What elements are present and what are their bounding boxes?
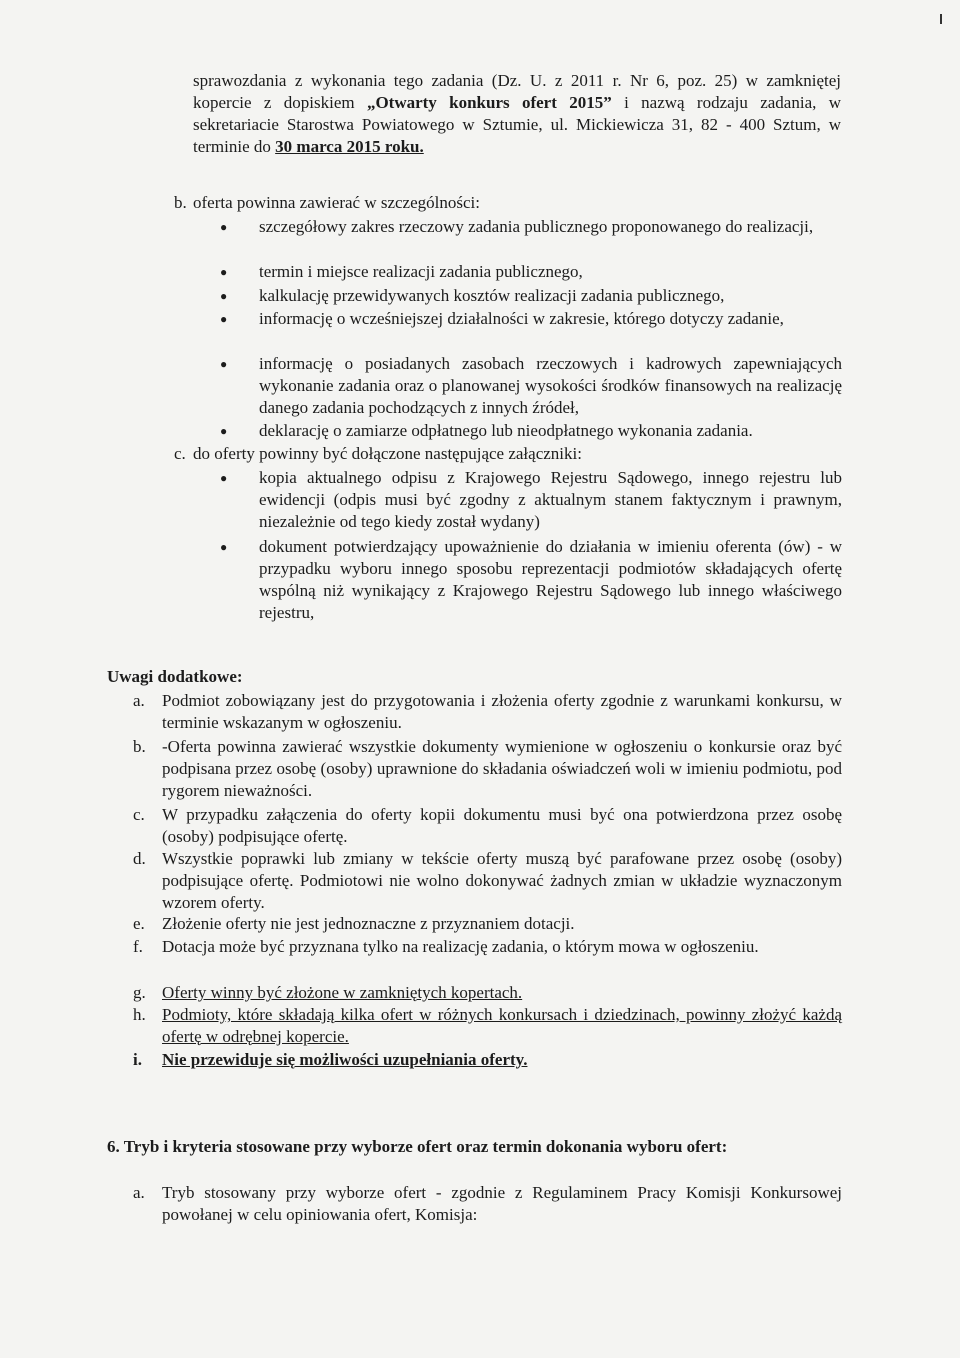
item-text: Nie przewiduje się możliwości uzupełniania oferty.	[162, 1050, 528, 1069]
item-text: -Oferta powinna zawierać wszystkie dokumenty wymienione w ogłoszeniu o konkursie oraz być podpisana przez osobę (osoby) uprawnione do składania oświadczeń woli w imieniu podmiotu, pod rygorem nieważności.	[162, 737, 842, 800]
bullet-icon: ●	[220, 424, 228, 438]
lead-paragraph	[193, 70, 841, 158]
lead-bold-phrase: „Otwarty konkurs ofert 2015”	[366, 93, 612, 112]
item-text: Podmioty, które składają kilka ofert w różnych konkursach i dziedzinach, powinny złożyć każdą ofertę w odrębnej kopercie.	[162, 1005, 842, 1046]
section-b-label: b.	[174, 193, 187, 212]
bullet-icon: ●	[220, 540, 228, 554]
bullet-icon: ●	[220, 289, 228, 303]
item-label: f.	[133, 937, 143, 956]
bullet-text: kalkulację przewidywanych kosztów realizacji zadania publicznego,	[259, 286, 725, 305]
scan-mark	[940, 14, 950, 24]
lead-deadline: 30 marca 2015 roku.	[275, 137, 424, 156]
item-text: W przypadku załączenia do oferty kopii dokumentu musi być ona potwierdzona przez osobę (osoby) podpisujące ofertę.	[162, 805, 842, 846]
section-c-intro	[174, 443, 842, 465]
list-item	[133, 913, 842, 935]
lead-text-1: sprawozdania z wykonania tego zadania (Dz. U. z 2011 r. Nr 6, poz. 25) w zamkniętej kopercie z dopiskiem	[193, 71, 841, 112]
bullet-text: kopia aktualnego odpisu z Krajowego Rejestru Sądowego, innego rejestru lub ewidencji (odpis musi być zgodny z aktualnym stanem faktycznym i prawnym, niezależnie od tego kiedy został wydany)	[259, 468, 842, 531]
list-item	[133, 1182, 842, 1226]
uwagi-heading: Uwagi dodatkowe:	[107, 667, 243, 686]
item-label: d.	[133, 849, 146, 868]
item-text: Oferty winny być złożone w zamkniętych kopertach.	[162, 983, 523, 1002]
item-text: Podmiot zobowiązany jest do przygotowania i złożenia oferty zgodnie z warunkami konkursu, w terminie wskazanym w ogłoszeniu.	[162, 691, 842, 732]
bullet-text: deklarację o zamiarze odpłatnego lub nieodpłatnego wykonania zadania.	[259, 421, 753, 440]
list-item	[133, 982, 842, 1004]
item-label: a.	[133, 691, 145, 710]
bullet-item	[220, 216, 842, 238]
list-item	[133, 804, 842, 848]
item-text: Wszystkie poprawki lub zmiany w tekście oferty muszą być parafowane przez osobę (osoby) podpisujące ofertę. Podmiotowi nie wolno dokonywać żadnych zmian w układzie wyznaczonym wzorem oferty.	[162, 849, 842, 912]
bullet-item	[220, 536, 842, 624]
item-label: a.	[133, 1183, 145, 1202]
section-b-text: oferta powinna zawierać w szczególności:	[193, 193, 480, 212]
section-b-intro	[174, 192, 842, 214]
section-c-text: do oferty powinny być dołączone następujące załączniki:	[193, 444, 582, 463]
list-item	[133, 736, 842, 802]
bullet-text: dokument potwierdzający upoważnienie do działania w imieniu oferenta (ów) - w przypadku wyboru innego sposobu reprezentacji podmiotów składających ofertę wspólną niż wynikający z Krajowego Rejestru Sądowego lub innego właściwego rejestru,	[259, 537, 842, 622]
item-label: g.	[133, 983, 146, 1002]
bullet-item	[220, 420, 842, 442]
list-item	[133, 1049, 842, 1071]
item-label: i.	[133, 1050, 142, 1069]
lead-text-2: i nazwą rodzaju zadania, w sekretariacie Starostwa Powiatowego w Sztumie, ul. Mickiewicza 31, 82 - 400 Sztum, w terminie do	[193, 93, 841, 156]
bullet-text: informację o wcześniejszej działalności w zakresie, którego dotyczy zadanie,	[259, 309, 784, 328]
list-item	[133, 936, 842, 958]
item-text: Złożenie oferty nie jest jednoznaczne z przyznaniem dotacji.	[162, 914, 575, 933]
item-text: Dotacja może być przyznana tylko na realizację zadania, o którym mowa w ogłoszeniu.	[162, 937, 759, 956]
item-label: c.	[133, 805, 145, 824]
section-c-label: c.	[174, 444, 186, 463]
bullet-item	[220, 261, 842, 283]
item-label: b.	[133, 737, 146, 756]
bullet-item	[220, 467, 842, 533]
item-text: Tryb stosowany przy wyborze ofert - zgodnie z Regulaminem Pracy Komisji Konkursowej powołanej w celu opiniowania ofert, Komisja:	[162, 1183, 842, 1224]
bullet-icon: ●	[220, 357, 228, 371]
bullet-icon: ●	[220, 312, 228, 326]
bullet-item	[220, 308, 842, 330]
section-6-heading: 6. Tryb i kryteria stosowane przy wyborze ofert oraz termin dokonania wyboru ofert:	[107, 1137, 728, 1156]
bullet-text: szczegółowy zakres rzeczowy zadania publicznego proponowanego do realizacji,	[259, 217, 814, 236]
bullet-icon: ●	[220, 220, 228, 234]
bullet-text: termin i miejsce realizacji zadania publicznego,	[259, 262, 583, 281]
bullet-item	[220, 353, 842, 419]
bullet-text: informację o posiadanych zasobach rzeczowych i kadrowych zapewniających wykonanie zadania oraz o planowanej wysokości środków finansowych na realizację danego zadania pochodzących z innych źródeł,	[259, 354, 842, 417]
list-item	[133, 848, 842, 914]
bullet-item	[220, 285, 842, 307]
bullet-icon: ●	[220, 265, 228, 279]
item-label: h.	[133, 1005, 146, 1024]
list-item	[133, 1004, 842, 1048]
item-label: e.	[133, 914, 145, 933]
bullet-icon: ●	[220, 471, 228, 485]
list-item	[133, 690, 842, 734]
